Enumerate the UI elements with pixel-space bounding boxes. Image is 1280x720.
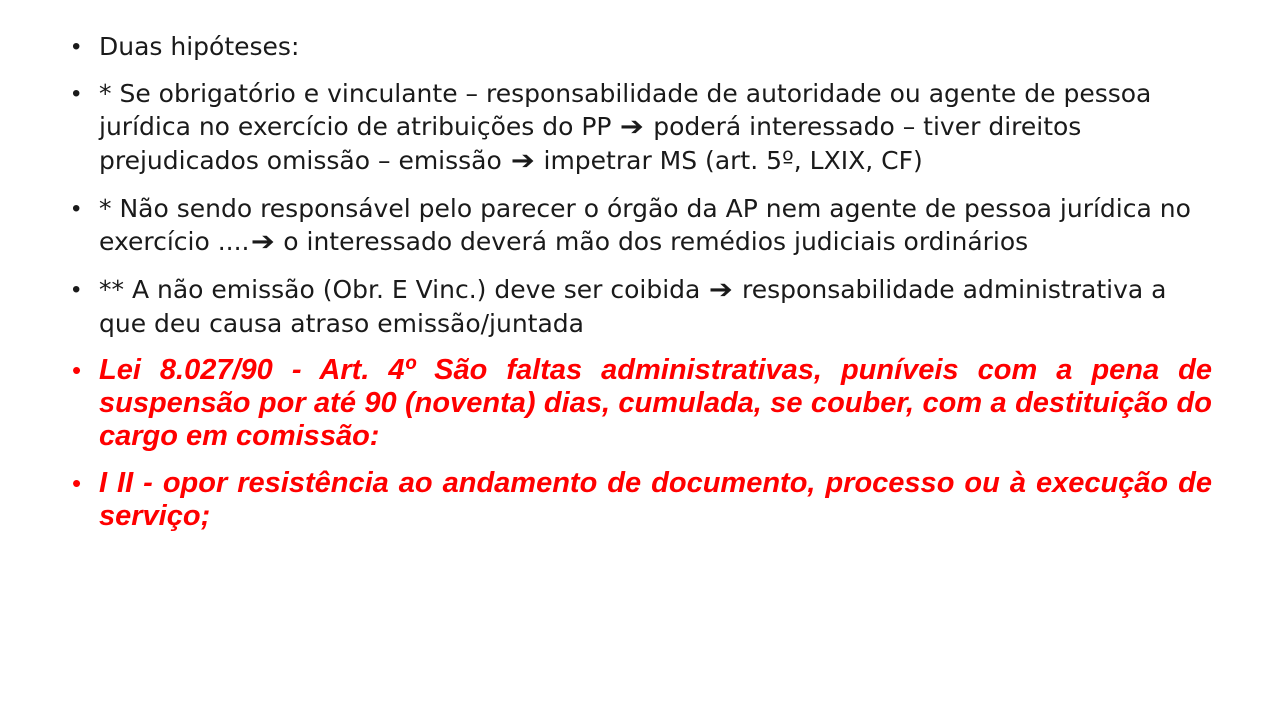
bullet-dot-icon: • [72,468,82,498]
arrow-right-icon: ➔ [510,146,535,176]
arrow-right-icon: ➔ [620,112,645,142]
bullet-item-lei [72,354,1212,453]
bullet-dot-icon: • [72,33,81,60]
bullet-dot-icon: • [72,276,81,303]
bullet-text-part2: responsabilidade administrativa a que deu causa atraso emissão/juntada [99,275,1167,338]
bullet-item-nao-emissao [72,273,1212,340]
bullet-text-part2: poderá interessado – tiver direitos prejudicados omissão – emissão [99,112,1082,175]
bullet-text-part1: ** A não emissão (Obr. E Vinc.) deve ser coibida [99,275,701,304]
law-text: I II - opor resistência ao andamento de documento, processo ou à execução de serviço; [99,467,1212,532]
bullet-list [72,30,1212,547]
bullet-dot-icon: • [72,195,81,222]
bullet-item-hipoteses [72,30,1212,63]
bullet-text-part3: impetrar MS (art. 5º, LXIX, CF) [543,146,923,175]
bullet-text-part1: * Não sendo responsável pelo parecer o órgão da AP nem agente de pessoa jurídica no exercício .... [99,194,1191,256]
arrow-right-icon: ➔ [709,275,734,305]
bullet-item-inciso [72,467,1212,533]
bullet-text-part1: * Se obrigatório e vinculante – responsabilidade de autoridade ou agente de pessoa jurídica no exercício de atribuições do PP [99,79,1152,141]
arrow-right-icon: ➔ [250,227,275,257]
bullet-text-part2: o interessado deverá mão dos remédios judiciais ordinários [283,227,1029,256]
bullet-text: Duas hipóteses: [99,32,300,61]
bullet-item-obrigatorio [72,77,1212,178]
bullet-dot-icon: • [72,80,81,107]
law-text: Lei 8.027/90 - Art. 4º São faltas administrativas, puníveis com a pena de suspensão por até 90 (noventa) dias, cumulada, se couber, com a destituição do cargo em comissão: [99,354,1212,452]
bullet-dot-icon: • [72,355,82,385]
bullet-item-nao-responsavel [72,192,1212,259]
